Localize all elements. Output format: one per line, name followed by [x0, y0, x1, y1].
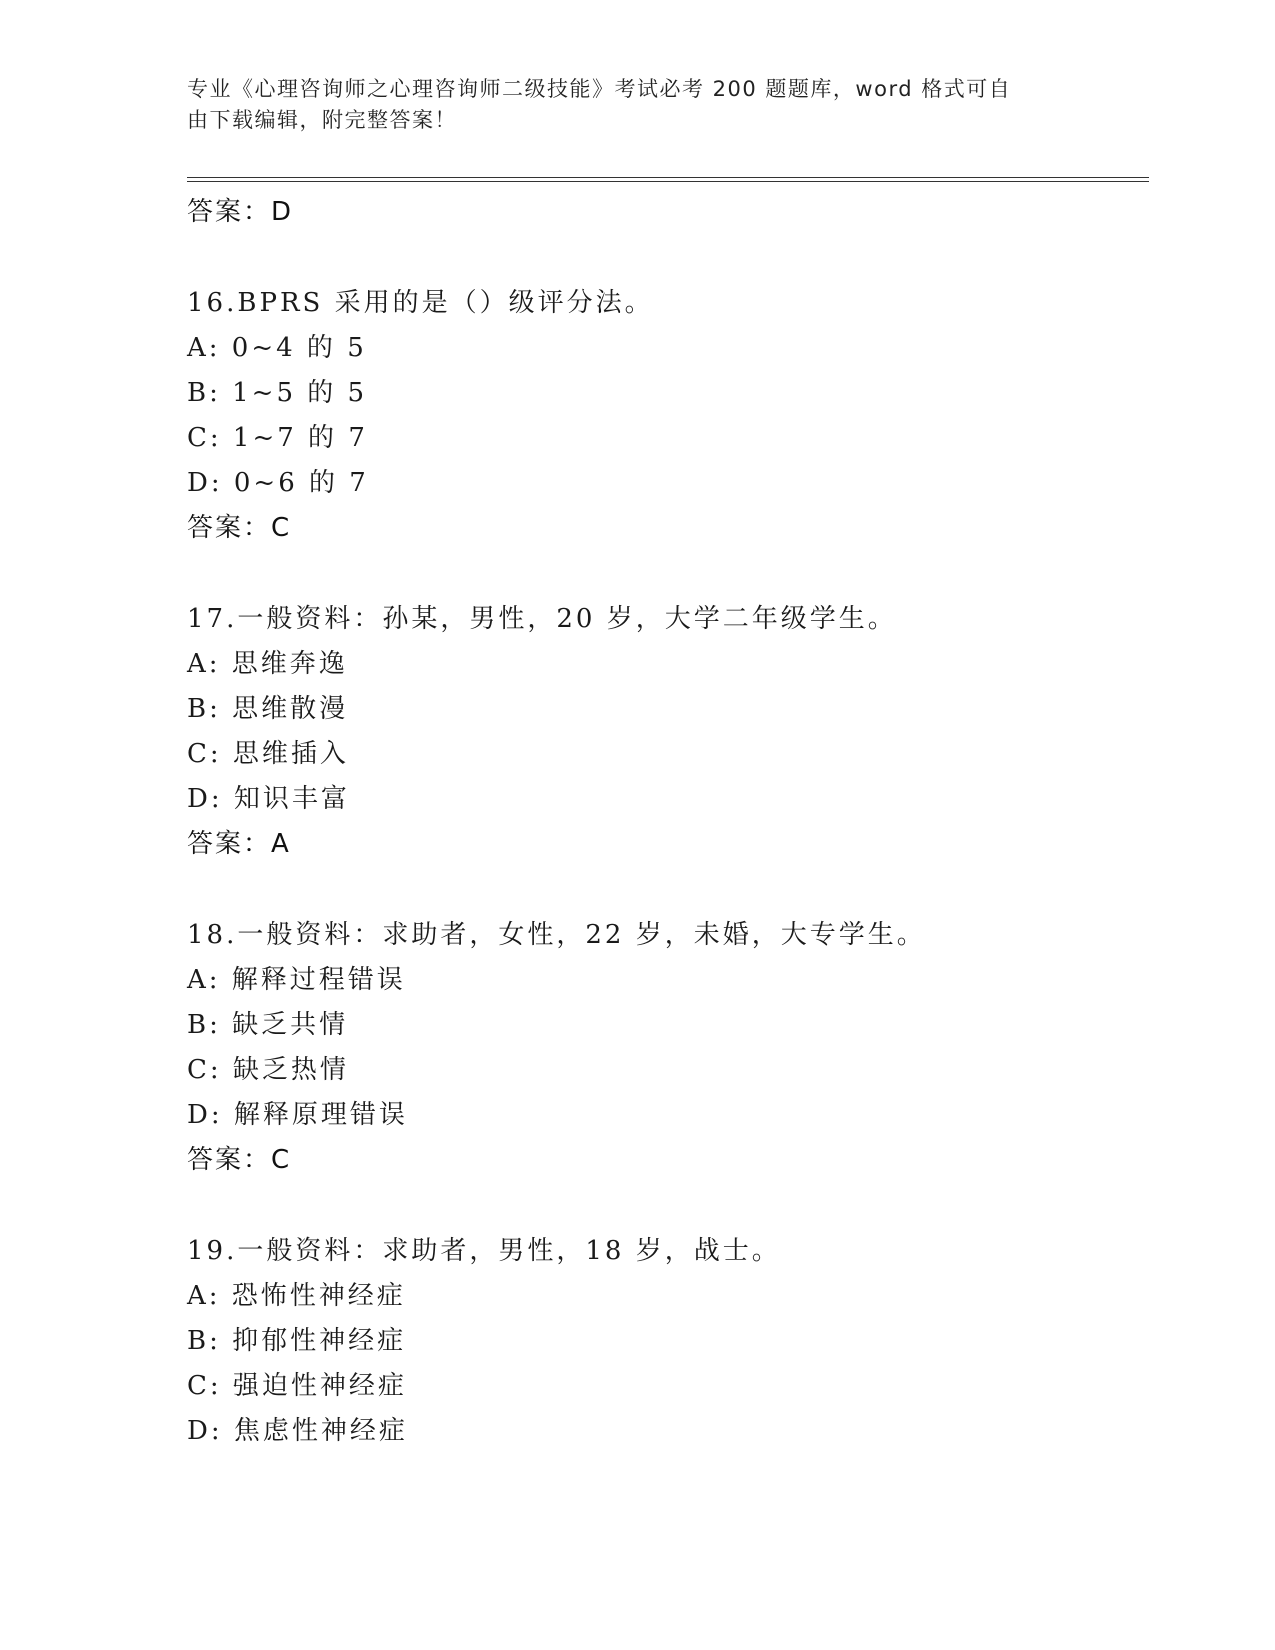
answer-line: 答案：C	[187, 513, 292, 543]
question-19	[187, 1229, 1147, 1454]
option-d: D: 知识丰富	[187, 784, 350, 814]
option-b: B: 抑郁性神经症	[187, 1326, 407, 1356]
option-b: B: 思维散漫	[187, 694, 349, 724]
previous-answer: 答案：D	[187, 197, 294, 227]
option-b: B: 缺乏共情	[187, 1010, 349, 1040]
header-line-1: 专业《心理咨询师之心理咨询师二级技能》考试必考 200 题题库，word 格式可自	[187, 77, 1012, 101]
option-b: B: 1~5 的 5	[187, 378, 368, 408]
question-17	[187, 597, 1147, 867]
question-stem: 19.一般资料：求助者，男性，18 岁，战士。	[187, 1236, 781, 1266]
option-c: C: 强迫性神经症	[187, 1371, 407, 1401]
option-a: A: 恐怖性神经症	[187, 1281, 406, 1311]
header-double-rule	[187, 177, 1149, 182]
question-list	[187, 190, 1147, 1454]
option-c: C: 1~7 的 7	[187, 423, 368, 453]
question-16	[187, 281, 1147, 551]
option-a: A: 思维奔逸	[187, 649, 348, 679]
header-line-2: 由下载编辑，附完整答案！	[187, 108, 457, 132]
option-d: D: 0~6 的 7	[187, 468, 369, 498]
option-c: C: 缺乏热情	[187, 1055, 349, 1085]
answer-line: 答案：A	[187, 829, 291, 859]
option-a: A: 0~4 的 5	[187, 333, 367, 363]
answer-line: 答案：C	[187, 1145, 292, 1175]
option-c: C: 思维插入	[187, 739, 349, 769]
option-d: D: 解释原理错误	[187, 1100, 408, 1130]
question-stem: 17.一般资料：孙某，男性，20 岁，大学二年级学生。	[187, 604, 897, 634]
document-header	[187, 74, 1067, 136]
option-d: D: 焦虑性神经症	[187, 1416, 408, 1446]
question-stem: 16.BPRS 采用的是（）级评分法。	[187, 288, 654, 318]
question-18	[187, 913, 1147, 1183]
option-a: A: 解释过程错误	[187, 965, 406, 995]
question-stem: 18.一般资料：求助者，女性，22 岁，未婚，大专学生。	[187, 920, 926, 950]
